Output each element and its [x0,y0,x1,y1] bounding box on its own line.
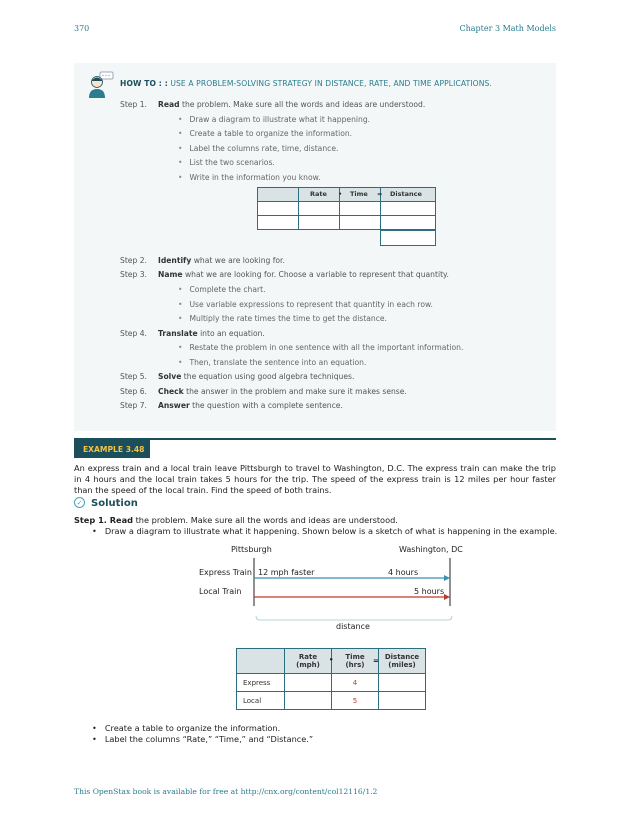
distance-label: distance [336,622,370,631]
distance-header: Distance (miles) [379,649,426,674]
howto-step-3: Step 3. Name what we are looking for. Choose a variable to represent that quantity. [120,270,449,279]
howto-step-5: Step 5. Solve the equation using good algebra techniques. [120,372,355,381]
local-arrowhead [444,594,450,600]
example-problem-text: An express train and a local train leave Pittsburgh to travel to Washington, D.C. The express train can make the trip in 4 hours and the local train takes 5 hours for the trip. The speed of the express train is 12 miles per hour faster than the speed of the local train. Find the speed of both trains. [74,463,556,495]
row-label: Express [237,674,285,692]
distance-brace [256,616,452,620]
express-arrowhead [444,575,450,581]
mini-eq: = [377,190,383,198]
mini-dot: • [338,190,343,198]
row-label: Local [237,692,285,710]
step3-sub-item: • Multiply the rate times the time to get the distance. [178,314,387,323]
page-number: 370 [74,24,90,33]
local-train-label: Local Train [199,587,242,596]
express-speed-note: 12 mph faster [258,568,315,577]
table-row [237,674,426,692]
express-time-cell: 4 [332,674,379,692]
step1-sub-item: • Write in the information you know. [178,173,321,182]
express-time-label: 4 hours [388,568,419,577]
rate-header: Rate (mph) [285,649,332,674]
howto-heading: USE A PROBLEM-SOLVING STRATEGY IN DISTANCE, RATE, AND TIME APPLICATIONS. [170,79,492,88]
local-time-cell: 5 [332,692,379,710]
step1-sub-item: • Label the columns rate, time, distance. [178,144,338,153]
howto-step-6: Step 6. Check the answer in the problem and make sure it makes sense. [120,387,407,396]
step3-sub-item: • Use variable expressions to represent that quantity in each row. [178,300,433,309]
table-dot-operator: • [329,656,334,664]
howto-box [74,63,556,431]
step4-sub-item: • Then, translate the sentence into an equation. [178,358,366,367]
howto-step-1: Step 1. Read the problem. Make sure all the words and ideas are understood. [120,100,426,109]
solution-bullet: • Draw a diagram to illustrate what it happening. Shown below is a sketch of what is happening in the example. [92,526,557,536]
check-circle-icon: ✓ [74,497,85,508]
step1-sub-item: • List the two scenarios. [178,158,275,167]
step1-sub-item: • Draw a diagram to illustrate what it happening. [178,115,370,124]
mini-rate-header: Rate [310,190,327,198]
table-eq-operator: = [373,657,379,665]
howto-step-7: Step 7. Answer the question with a complete sentence. [120,401,343,410]
local-time-label: 5 hours [414,587,445,596]
howto-label: HOW TO : : [120,79,168,88]
example-tag: EXAMPLE 3.48 [74,440,150,458]
howto-step-2: Step 2. Identify what we are looking for. [120,256,285,265]
step4-sub-item: • Restate the problem in one sentence with all the important information. [178,343,463,352]
howto-avatar-icon [86,71,114,99]
solution-bullet: • Label the columns “Rate,” “Time,” and “Distance.” [92,734,313,744]
solution-heading[interactable] [74,497,138,509]
howto-title [120,79,492,88]
solution-step-1: Step 1. Read the problem. Make sure all the words and ideas are understood. [74,515,398,525]
time-header: Time (hrs) [332,649,379,674]
express-train-label: Express Train [199,568,252,577]
chapter-title: Chapter 3 Math Models [459,24,556,33]
destination-label: Washington, DC [399,545,463,554]
howto-step-4: Step 4. Translate into an equation. [120,329,265,338]
origin-label: Pittsburgh [231,545,272,554]
solution-bullet: • Create a table to organize the information. [92,723,280,733]
train-diagram-lines [230,556,470,626]
step1-sub-item: • Create a table to organize the information. [178,129,352,138]
mini-time-header: Time [350,190,368,198]
table-row [237,692,426,710]
solution-label: Solution [91,498,138,509]
step3-sub-item: • Complete the chart. [178,285,266,294]
footer-attribution[interactable]: This OpenStax book is available for free at http://cnx.org/content/col12116/1.2 [74,787,378,796]
mini-distance-header: Distance [390,190,422,198]
